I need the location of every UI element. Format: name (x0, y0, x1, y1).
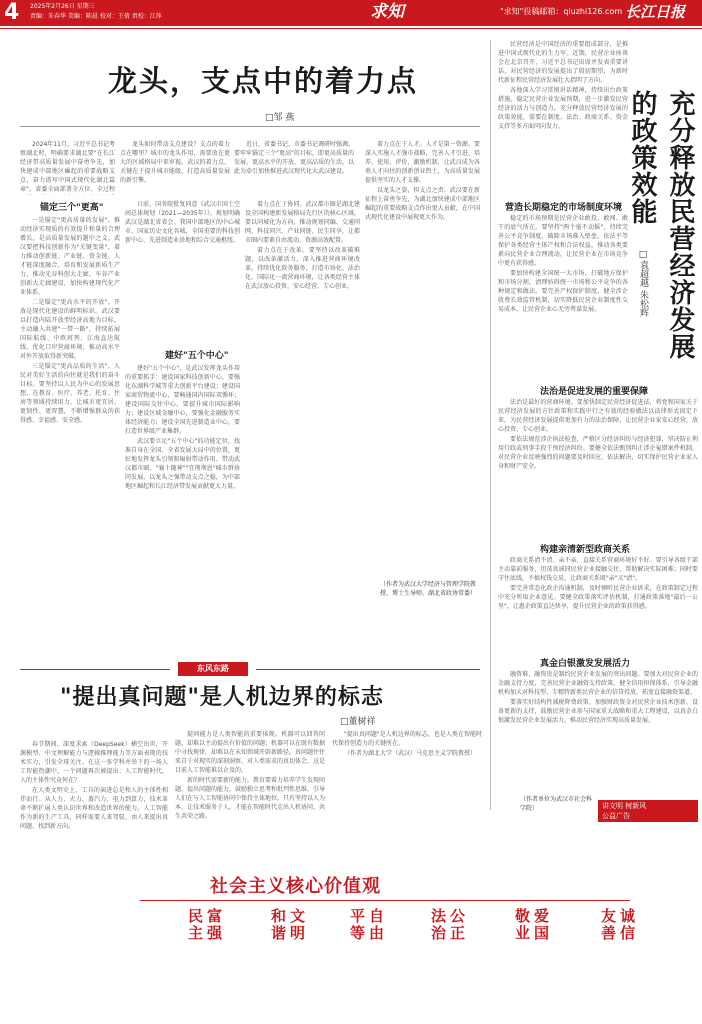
value-word: 自由 (367, 908, 385, 942)
paragraph: 要加快构建全国统一大市场，打破地方保护和市场分割，清理妨碍统一市场和公平竞争的各种规定和做法。要完善产权保护制度，健全涉企收费长效监管机制，切实降低民营企业制度性交易成本，让民营企业心无旁骛谋发展。 (498, 270, 628, 313)
issue-date: 2025年2月26日 星期三 (30, 3, 95, 10)
value-word: 和谐 (269, 908, 287, 942)
article-author: □邹 燕 (265, 113, 295, 123)
article-column (498, 214, 628, 364)
paragraph: 要依法规范涉企执法检查，严格区分经济纠纷与经济犯罪，坚决防止利用行政或刑事手段干预经济纠纷。要健全依法甄别纠正涉企冤错案件机制，对民营企业反映强烈的问题要及时回应、依法解决，切实保护民营企业家人身和财产安全。 (498, 436, 698, 470)
paragraph: 政商关系清不清、亲不亲，直接关系营商环境好不好。要引导各级干部主动靠前服务，坦荡真诚同民营企业接触交往，帮助解决实际困难；同时要守住底线，不搞权钱交易，让政商关系既"亲"又"清"。 (498, 557, 698, 582)
paragraph: 建好"五个中心"，是武汉发挥龙头作用的重要抓手：建设国家科技创新中心，要强化东湖科学城等重大创新平台建设；建设国家商贸物流中心，要畅通国内国际双循环；建设国际交往中心，要提升城市国际影响力；建设区域金融中心，要强化金融服务实体经济能力；建设全国先进制造业中心，要打造世界级产业集群。 (125, 365, 240, 435)
article-column (20, 216, 120, 636)
article-title: "提出真问题"是人机边界的标志 (60, 685, 384, 710)
editors-line: 责编：朱春华 美编：陈晨 校对：王倩 责校：江萍 (30, 13, 162, 20)
paragraph: 二是锚定"更高水平的开放"。开放是现代化建设的鲜明标识。武汉要以打造内陆开放型经济高地为目标，主动融入共建"一带一路"，持续拓展国际航线、中欧班列、江海直达航线，优化口岸营商环境，推动高水平对外开放取得新突破。 (20, 299, 120, 360)
column-divider (490, 40, 491, 810)
page-header (0, 0, 702, 40)
column-tag: 东风东路 (178, 662, 248, 676)
article-column (365, 140, 480, 576)
paragraph: 着力点在于人才。人才是第一资源。要深入实施人才强市战略，完善人才引进、培养、使用、评价、激励机制，让武汉成为各类人才向往的创新创业热土，为高质量发展提供坚实的人才支撑。 (365, 141, 480, 184)
article-author: □袁超越 朱松辉 (638, 250, 648, 317)
article-title: 龙头，支点中的着力点 (108, 64, 419, 98)
value-word: 公正 (448, 908, 466, 942)
article-column (498, 670, 698, 792)
subheading: 构建亲清新型政商关系 (540, 545, 631, 555)
article-column (125, 364, 240, 664)
paragraph: 新的时代需要新的能力。教育要着力培养学生发现问题、提出问题的能力，鼓励独立思考和批判性思维，引导人们在与人工智能协同中保持主体地位。只有坚持以人为本、让技术服务于人，才能在智能时代走出人机协同、共生共荣之路。 (175, 777, 325, 820)
article-column (498, 398, 698, 538)
paragraph: （作者为湖北大学（武汉）马克思主义学院教授） (344, 750, 477, 757)
article-column (20, 740, 168, 832)
page-number: 4 (4, 0, 20, 25)
header-divider (0, 28, 702, 29)
value-word: 平等 (348, 908, 366, 942)
article-column (498, 556, 698, 652)
ad-badge-label: 公益广告 (602, 812, 630, 820)
article-column (245, 200, 360, 660)
value-word: 友善 (599, 908, 617, 942)
article-column (332, 730, 482, 832)
value-word: 法治 (429, 908, 447, 942)
subheading: 真金白银激发发展活力 (540, 659, 631, 669)
core-values-rule (140, 900, 630, 901)
section-rule (256, 669, 480, 670)
value-word: 诚信 (618, 908, 636, 942)
article-title: 充分释放民营经济发展的政策效能 (627, 90, 695, 360)
paragraph: 在人类文明史上，工具的演进总是和人的主体性相伴而行。从人力、火力、蒸汽力、电力到算力，技术革命不断扩展人类认识世界和改造世界的能力。人工智能作为新的生产工具，同样需要人来驾驭，由人来提出真问题、找到新方向。 (20, 787, 168, 830)
paragraph: 武汉要立足"五个中心"的功能定位，找准自身在全国、全省发展大局中的位置，更好地发挥龙头引领和辐射带动作用，带动武汉都市圈、"襄十随神""宜荆荆恩"城市群协同发展，以龙头之强带动支点之稳，为中部地区崛起和长江经济带发展贡献更大力量。 (125, 438, 240, 490)
article-author: □董树祥 (340, 717, 376, 727)
article-intro (234, 140, 354, 195)
subheading: 营造长期稳定的市场制度环境 (505, 203, 623, 213)
article-column (498, 40, 628, 200)
section-rule (20, 669, 170, 670)
paragraph: 着力点在于改革。要坚持以改革破难题、以改革激活力，深入推进营商环境改革，持续优化政务服务，打造市场化、法治化、国际化一流营商环境，让各类经营主体在武汉放心投资、安心经营、专心创业。 (245, 247, 360, 290)
subheading: 锚定三个"更高" (40, 203, 104, 213)
paragraph: "提出真问题"是人机边界的标志，也是人类在智能时代保持创造力的关键所在。 (332, 731, 482, 747)
paragraph: 2024年11月，习近平总书记考察湖北时，明确要求湖北要"在长江经济带高质量发展中奋勇争先，加快建成中部地区崛起的重要战略支点，奋力谱写中国式现代化湖北篇章"。省委全面部署全方位、全过程 (20, 141, 115, 193)
section-logo: 求知 (370, 2, 404, 22)
value-word: 文明 (288, 908, 306, 942)
paragraph: 近日，省委书记、市委书记调研时强调，要牢牢锚定三个"更高"的目标，即更高质量的发展、更高水平的开放、更高品质的生活，以此为牵引加快推进武汉现代化大武汉建设。 (234, 141, 354, 175)
paragraph: 要落实好结构性减税降费政策，加强财政资金对民营企业技术创新、设备更新的支持，鼓励民营企业参与国家重大战略和重大工程建设，以真金白银激发民营企业发展活力，推动民营经济实现高质量发展。 (498, 699, 698, 724)
paragraph: 提问能力是人类智能的重要体现。机器可以回答问题，却难以主动提出有价值的问题；机器可以在既有数据中寻找规律，却难以在未知领域开辟新路径。真问题往往来自于对现实的深刻洞察、对人类需求的真切体会，这是目前人工智能难以企及的。 (175, 731, 325, 774)
paragraph: 日前，国务院批复同意《武汉市国土空间总体规划（2021—2035年）》。规划明确武汉是湖北省省会、我国中部地区的中心城市，国家历史文化名城，全国重要的科技创新中心、先进制造业基地和综合交通枢纽。 (125, 201, 240, 244)
paragraph: 民营经济是中国经济的重要组成部分，是推进中国式现代化的生力军。近期，民营企业座谈会在北京召开，习近平总书记出席并发表重要讲话，对民营经济的发展提出了殷切期望，为新时代新征程民营经济发展壮大指明了方向。 (498, 41, 628, 84)
paragraph: 着力点在于协同。武汉都市圈是湖北建设全国构建新发展格局先行区的核心区域。要以同城化为方向，推动规划同编、交通同网、科技同兴、产业同链、民生同享，让都市圈内要素自由流动、资源高效配置。 (245, 201, 360, 244)
article-column (175, 730, 325, 832)
title-divider (20, 126, 480, 127)
newspaper-logo: 长江日报 (625, 3, 686, 21)
ad-badge-slogan: 讲文明 树新风 (602, 802, 647, 810)
value-word: 民主 (186, 908, 204, 942)
paragraph: 融资难、融资贵是制约民营企业发展的突出问题。要加大对民营企业的金融支持力度，完善民营企业融资支持政策，健全信用担保体系，引导金融机构加大对科技型、专精特新类民营企业的信贷投放，拓宽直接融资渠道。 (498, 671, 698, 696)
paragraph: 各地深入学习贯彻讲话精神，持续出台政策措施，稳定民营企业发展预期，进一步激发民营经济的活力与创造力。充分释放民营经济发展的政策效能，需要在制度、法治、政商关系、资金支持等多方面同向发力。 (498, 87, 628, 130)
paragraph: 龙头如何带动支点建设？支点的着力点在哪里？城市的龙头作用，需要放在更大的区域格局中来审视。武汉的着力点，关键在于提升城市能级，打造高质量发展的新引擎。 (120, 141, 230, 184)
author-affiliation: （作者为武汉大学经济与管理学院教授、博士生导师，湖北省政协常委） (380, 581, 477, 597)
value-word: 富强 (205, 908, 223, 942)
paragraph: 以龙头之姿，担支点之责。武汉要在新征程上奋勇争先，为湖北加快建成中部地区崛起的重要战略支点作出更大贡献，在中国式现代化建设中展现更大作为。 (365, 187, 480, 221)
paragraph: 法治是最好的营商环境。要加快制定民营经济促进法，将党和国家关于民营经济发展的方针政策和实践中行之有效的经验做法以法律形式固定下来，为民营经济发展提供更加有力的法治保障，让民营企业家安心经营、放心投资、专心创业。 (498, 399, 698, 433)
value-word: 爱国 (532, 908, 550, 942)
paragraph: 一是锚定"更高质量的发展"。推动经济实现质的有效提升和量的合理增长，是高质量发展的题中之义。武汉要把科技创新作为"关键变量"，着力推动创新链、产业链、资金链、人才链深度融合，培育和发展新质生产力，推动光谷科创大走廊、车谷产业创新大走廊建设，加快构建现代化产业体系。 (20, 217, 120, 296)
core-values-title: 社会主义核心价值观 (210, 876, 381, 897)
paragraph: 稳定的市场预期是民营企业敢投、敢闯、敢干的底气所在。要坚持"两个毫不动摇"，持续完善公平竞争制度，破除市场准入壁垒，依法平等保护各类经营主体产权和合法权益，推动各类要素向民营企业合理流动，让民营企业在市场竞争中更有获得感。 (498, 215, 628, 267)
paragraph: 要完善常态化政企沟通机制，及时倾听民营企业诉求，在政策制定过程中充分听取企业意见。要健全政策落实评估机制，打通政策落地"最后一公里"，让惠企政策直达快享，提升民营企业的政策获得感。 (498, 585, 698, 610)
article-intro (120, 140, 230, 195)
author-affiliation: （作者单位为武汉市社会科学院） (520, 796, 593, 812)
paragraph: 三是锚定"更高品质的生活"。人民对美好生活的向往就是我们的奋斗目标。要坚持以人民为中心的发展思想，在教育、医疗、养老、托育、住房等领域持续用力，让城市更宜居、更韧性、更智慧，不断增强群众的获得感、幸福感、安全感。 (20, 363, 120, 424)
article-intro (20, 140, 115, 195)
paragraph: 春节期间，深度求索（DeepSeek）横空出世，开源模型、中文理解能力与逻辑推理能力等方面表现的技术实力，引发全球关注。在这一多学科并举下的一场人工智能热潮中，一个问题再次被提出：人工智能时代，人的主体性究竟何在？ (20, 741, 168, 784)
subheading: 建好"五个中心" (165, 351, 229, 361)
submission-email: "求知"投稿邮箱：qiuzhi126.com (500, 7, 623, 16)
subheading: 法治是促进发展的重要保障 (540, 387, 649, 397)
value-word: 敬业 (513, 908, 531, 942)
